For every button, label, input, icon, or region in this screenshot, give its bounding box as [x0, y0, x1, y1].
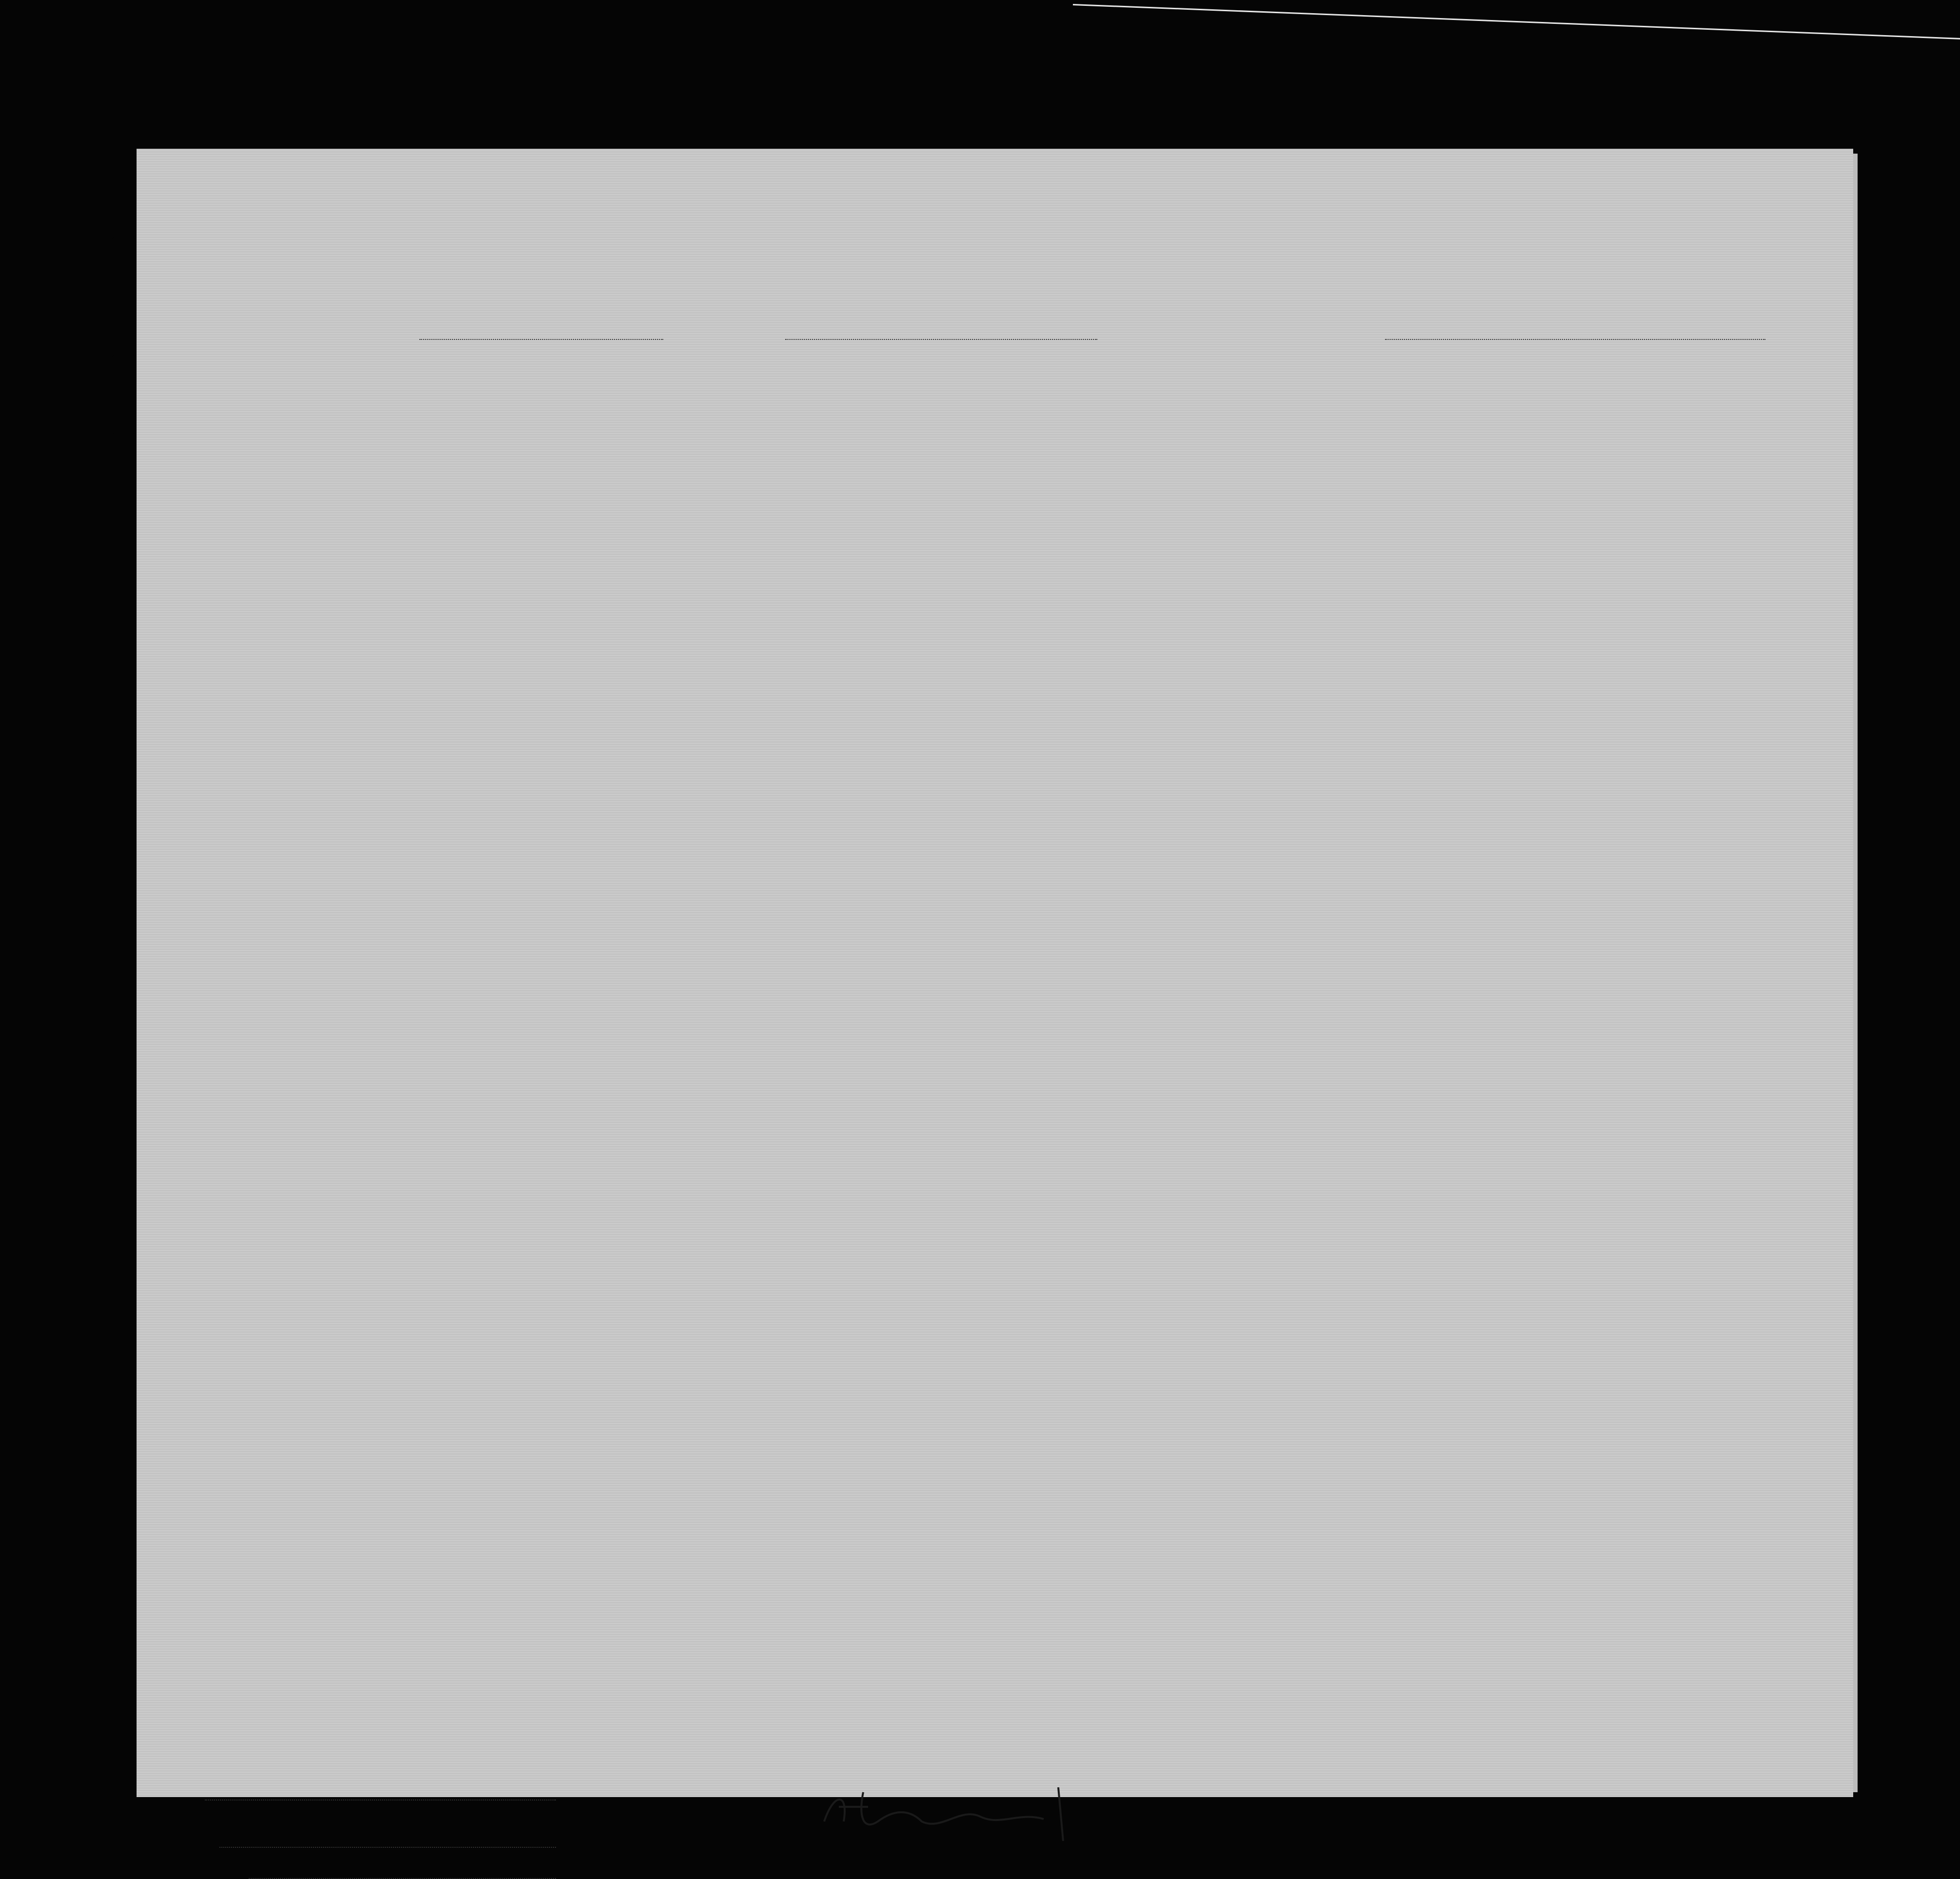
manifest-sheet — [137, 149, 1853, 1797]
punch-hole — [112, 1392, 135, 1415]
punch-hole — [112, 758, 135, 781]
punch-hole — [112, 1626, 135, 1649]
punch-hole — [112, 427, 135, 449]
vessel-line — [234, 315, 1785, 344]
scan-edge-line — [1073, 4, 1960, 40]
punch-hole — [112, 1756, 135, 1778]
punch-hole — [112, 349, 135, 371]
sheet-number — [1775, 179, 1780, 198]
punch-hole — [112, 680, 135, 703]
punch-hole — [112, 231, 135, 253]
inspector-signature — [814, 1778, 1127, 1846]
punch-hole — [112, 1548, 135, 1571]
punch-hole — [112, 1819, 135, 1841]
punch-hole — [112, 1305, 135, 1327]
